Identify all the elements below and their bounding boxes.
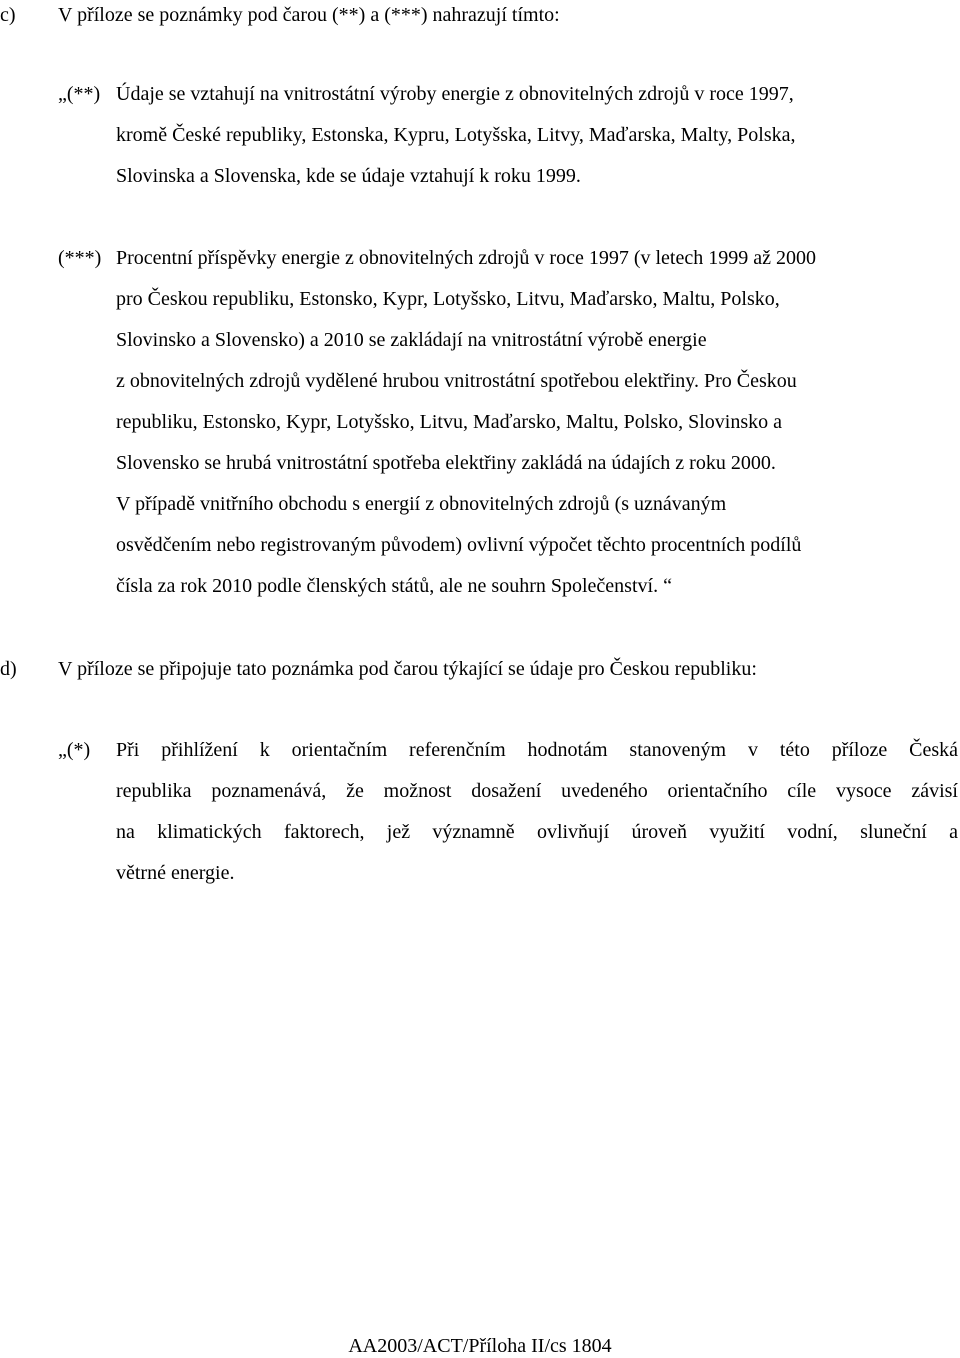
page-footer: AA2003/ACT/Příloha II/cs 1804 (348, 1335, 612, 1357)
note1-line-4: větrné energie. (116, 862, 235, 884)
note2-line-3: Slovinska a Slovenska, kde se údaje vztahují k roku 1999. (116, 165, 581, 187)
note3-line-7: V případě vnitřního obchodu s energií z obnovitelných zdrojů (s uznávaným (116, 493, 727, 515)
item-c-label: c) (0, 4, 16, 26)
note1-line-2: republika poznamenává, že možnost dosažení uvedeného orientačního cíle vysoce závisí (116, 780, 958, 802)
item-d-label: d) (0, 658, 17, 680)
note3-line-8: osvědčením nebo registrovaným původem) ovlivní výpočet těchto procentních podílů (116, 534, 802, 556)
note3-line-4: z obnovitelných zdrojů vydělené hrubou vnitrostátní spotřebou elektřiny. Pro Českou (116, 370, 797, 392)
note3-line-3: Slovinsko a Slovensko) a 2010 se zakládají na vnitrostátní výrobě energie (116, 329, 707, 351)
note3-line-9: čísla za rok 2010 podle členských států, ale ne souhrn Společenství. “ (116, 575, 672, 597)
note3-line-5: republiku, Estonsko, Kypr, Lotyšsko, Litvu, Maďarsko, Maltu, Polsko, Slovinsko a (116, 411, 783, 433)
note2-line-2: kromě České republiky, Estonska, Kypru, Lotyšska, Litvy, Maďarska, Malty, Polska, (116, 124, 796, 146)
note1-line-1: Při přihlížení k orientačním referenčním hodnotám stanoveným v této příloze Česká (116, 739, 958, 761)
item-c-text: V příloze se poznámky pod čarou (**) a (***) nahrazují tímto: (58, 4, 560, 26)
note3-line-1: Procentní příspěvky energie z obnovitelných zdrojů v roce 1997 (v letech 1999 až 2000 (116, 247, 816, 269)
note1-line-3: na klimatických faktorech, jež významně ovlivňují úroveň využití vodní, sluneční a (116, 821, 958, 843)
note2-marker: „(**) (58, 83, 101, 105)
note1-marker: „(*) (58, 739, 91, 761)
item-d-text: V příloze se připojuje tato poznámka pod čarou týkající se údaje pro Českou republiku: (58, 658, 757, 680)
note2-line-1: Údaje se vztahují na vnitrostátní výroby energie z obnovitelných zdrojů v roce 1997, (116, 83, 794, 105)
note3-marker: (***) (58, 247, 102, 269)
note3-line-6: Slovensko se hrubá vnitrostátní spotřeba elektřiny zakládá na údajích z roku 2000. (116, 452, 776, 474)
note3-line-2: pro Českou republiku, Estonsko, Kypr, Lotyšsko, Litvu, Maďarsko, Maltu, Polsko, (116, 288, 780, 310)
